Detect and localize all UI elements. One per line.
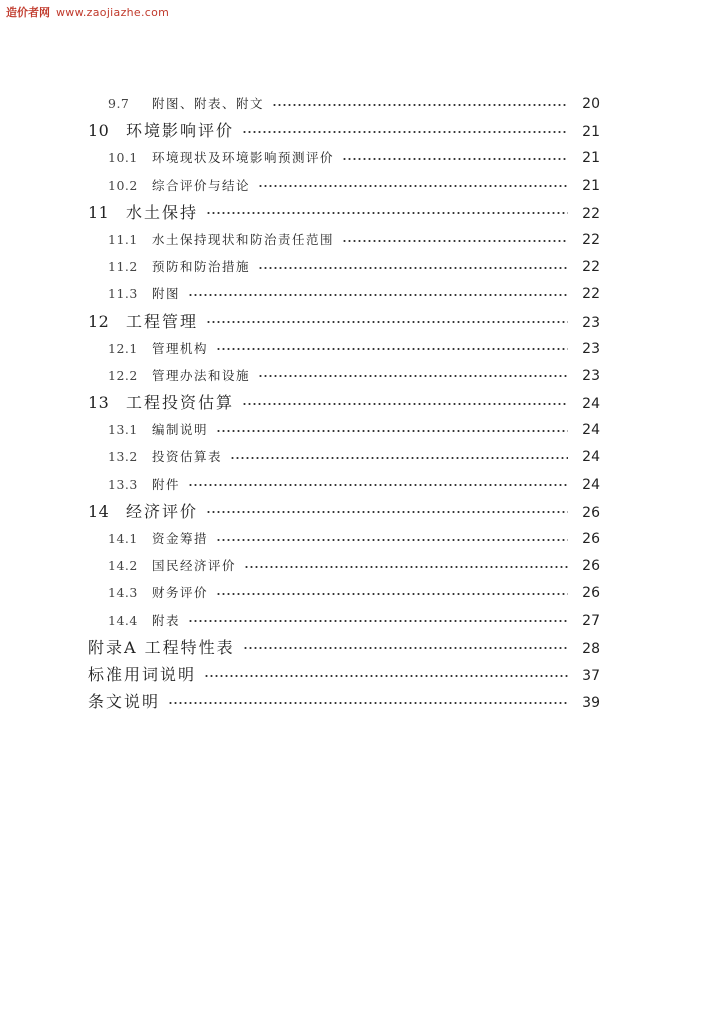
- toc-entry-title: 管理机构: [152, 340, 209, 356]
- toc-dot-leader: [188, 293, 568, 297]
- toc-entry-title: 编制说明: [152, 422, 209, 438]
- toc-entry[interactable]: [88, 525, 600, 552]
- toc-entry-page: 24: [582, 449, 600, 466]
- toc-entry-title: 资金筹措: [152, 531, 209, 546]
- toc-dot-leader: [216, 592, 568, 596]
- toc-entry-number: 14.2: [108, 558, 138, 574]
- toc-entry-title: 附件: [152, 476, 181, 492]
- toc-entry-number: 12: [88, 311, 110, 331]
- toc-entry-number: 14.3: [108, 585, 138, 601]
- toc-entry-title: 环境影响评价: [126, 121, 235, 141]
- toc-entry[interactable]: [88, 471, 600, 498]
- watermark-site: 造价者网: [6, 6, 50, 19]
- toc-entry-page: 21: [582, 124, 600, 141]
- watermark: [6, 4, 169, 20]
- toc-entry[interactable]: [88, 280, 600, 307]
- toc-entry[interactable]: [88, 144, 600, 171]
- toc-entry-title: 预防和防治措施: [152, 259, 251, 275]
- toc-dot-leader: [242, 402, 568, 406]
- toc-dot-leader: [258, 266, 568, 270]
- toc-entry-page: 26: [582, 558, 600, 575]
- toc-entry-title: 水土保持: [126, 202, 199, 222]
- toc-dot-leader: [216, 538, 568, 542]
- toc-dot-leader: [188, 483, 568, 487]
- toc-entry[interactable]: [88, 199, 600, 226]
- toc-entry[interactable]: [88, 253, 600, 280]
- toc-entry-number: 14.4: [108, 612, 138, 628]
- toc-dot-leader: [188, 619, 568, 623]
- toc-entry[interactable]: [88, 443, 600, 470]
- toc-entry-title: 工程管理: [126, 311, 199, 331]
- toc-entry-page: 24: [582, 476, 600, 493]
- toc-entry-title: 投资估算表: [152, 449, 223, 465]
- toc-dot-leader: [272, 103, 568, 107]
- toc-dot-leader: [206, 211, 568, 215]
- toc-dot-leader: [342, 239, 568, 243]
- toc-entry-page: 22: [582, 205, 600, 222]
- watermark-url: www.zaojiazhe.com: [56, 6, 170, 19]
- toc-entry[interactable]: [88, 172, 600, 199]
- toc-entry-page: 22: [582, 231, 600, 248]
- toc-entry-page: 22: [582, 259, 600, 276]
- toc-entry[interactable]: [88, 308, 600, 335]
- toc-entry-title: 附图、附表、附文: [152, 96, 265, 111]
- toc-entry[interactable]: [88, 607, 600, 634]
- toc-dot-leader: [342, 157, 568, 161]
- toc-entry-number: 13.2: [108, 449, 138, 465]
- toc-entry[interactable]: [88, 416, 600, 443]
- toc-entry[interactable]: [88, 362, 600, 389]
- toc-entry-title: 综合评价与结论: [152, 177, 251, 193]
- toc-entry-page: 26: [582, 531, 600, 547]
- toc-entry-page: 26: [582, 585, 600, 602]
- toc-entry[interactable]: [88, 552, 600, 579]
- toc-entry-number: 12.2: [108, 367, 138, 383]
- toc-entry[interactable]: [88, 389, 600, 416]
- toc-entry-title: 条文说明: [88, 692, 161, 712]
- toc-entry-page: 24: [582, 422, 600, 439]
- toc-entry-title: 财务评价: [152, 585, 209, 601]
- toc-entry-page: 28: [582, 640, 600, 657]
- toc-entry[interactable]: [88, 634, 600, 661]
- toc-entry-number: 11: [88, 202, 110, 222]
- toc-entry-page: 23: [582, 340, 600, 357]
- toc-entry[interactable]: [88, 661, 600, 688]
- toc-entry-page: 21: [582, 150, 600, 167]
- toc-entry-number: 13.3: [108, 476, 138, 492]
- toc-entry-page: 27: [582, 612, 600, 629]
- toc-entry-title: 水土保持现状和防治责任范围: [152, 231, 335, 247]
- toc-entry-title: 标准用词说明: [88, 664, 197, 684]
- toc-entry-number: 9.7: [108, 96, 130, 111]
- toc-entry[interactable]: [88, 226, 600, 253]
- toc-entry-number: 11.1: [108, 231, 138, 247]
- toc-entry-title: 管理办法和设施: [152, 367, 251, 383]
- toc-entry-number: 10: [88, 121, 110, 141]
- toc-entry[interactable]: [88, 579, 600, 606]
- toc-entry-number: 10.2: [108, 177, 138, 193]
- toc-entry-title: 经济评价: [126, 501, 199, 521]
- toc-entry[interactable]: [88, 90, 600, 117]
- toc-entry-page: 20: [582, 96, 600, 112]
- toc-dot-leader: [204, 674, 568, 678]
- toc-dot-leader: [242, 130, 568, 134]
- toc-entry-page: 26: [582, 504, 600, 521]
- toc-entry-page: 23: [582, 367, 600, 384]
- toc-entry-number: 11.2: [108, 259, 138, 275]
- toc-entry-page: 21: [582, 177, 600, 194]
- toc-entry-number: 11.3: [108, 286, 138, 302]
- toc-entry[interactable]: [88, 335, 600, 362]
- toc-dot-leader: [258, 184, 568, 188]
- toc-entry-number: 14.1: [108, 531, 138, 546]
- toc-dot-leader: [168, 701, 568, 705]
- toc-dot-leader: [258, 374, 568, 378]
- toc-dot-leader: [243, 646, 568, 650]
- table-of-contents: [88, 90, 600, 715]
- toc-entry-page: 23: [582, 314, 600, 331]
- toc-entry-title: 工程投资估算: [126, 393, 235, 413]
- toc-entry-title: 附图: [152, 286, 181, 302]
- toc-entry-page: 22: [582, 286, 600, 303]
- toc-entry[interactable]: [88, 688, 600, 715]
- toc-entry-number: 10.1: [108, 150, 138, 166]
- toc-dot-leader: [216, 429, 568, 433]
- toc-entry-title: 附表: [152, 612, 181, 628]
- toc-dot-leader: [216, 347, 568, 351]
- toc-entry[interactable]: [88, 117, 600, 144]
- toc-dot-leader: [244, 565, 568, 569]
- toc-entry-page: 39: [582, 695, 600, 712]
- toc-entry-number: 12.1: [108, 340, 138, 356]
- toc-entry-title: 附录A 工程特性表: [88, 637, 235, 657]
- toc-entry-number: 14: [88, 501, 110, 521]
- toc-dot-leader: [206, 320, 568, 324]
- toc-entry-page: 37: [582, 667, 600, 684]
- toc-entry-page: 24: [582, 396, 600, 413]
- toc-entry-title: 国民经济评价: [152, 558, 237, 574]
- toc-entry-title: 环境现状及环境影响预测评价: [152, 150, 335, 166]
- toc-entry-number: 13.1: [108, 422, 138, 438]
- toc-entry-number: 13: [88, 393, 110, 413]
- toc-dot-leader: [206, 510, 568, 514]
- toc-dot-leader: [230, 456, 568, 460]
- toc-entry[interactable]: [88, 498, 600, 525]
